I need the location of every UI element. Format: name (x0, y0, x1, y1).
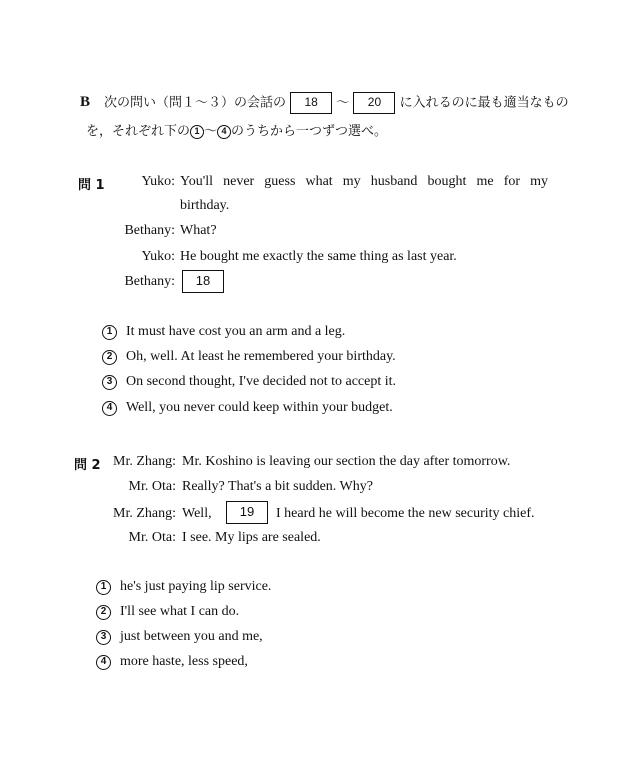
q2-line-4: I see. My lips are sealed. (182, 530, 321, 545)
q2-option-3: just between you and me, (120, 629, 263, 644)
answer-box-20: 20 (353, 92, 395, 114)
answer-box-18: 18 (290, 92, 332, 114)
q1-line-1-cont: birthday. (180, 198, 230, 213)
instruction-text-4: のうちから一つずつ選べ。 (231, 124, 388, 139)
question-2-label: 問 2 (74, 458, 101, 473)
circle-number-4-icon: 4 (217, 125, 231, 139)
q1-option-1: It must have cost you an arm and a leg. (126, 324, 346, 339)
question-1-label: 問 1 (78, 178, 105, 193)
q2-option-1: he's just paying lip service. (120, 579, 272, 594)
q1-speaker-bethany-2: Bethany: (124, 274, 175, 289)
section-letter: B (80, 94, 91, 110)
q1-option-4: Well, you never could keep within your budget. (126, 400, 393, 415)
q2-option-2: I'll see what I can do. (120, 604, 240, 619)
q1-speaker-yuko: Yuko: (141, 174, 175, 189)
q1-option-3: On second thought, I've decided not to accept it. (126, 374, 396, 389)
q1-speaker-bethany: Bethany: (124, 223, 175, 238)
q2-speaker-zhang: Mr. Zhang: (113, 454, 176, 469)
q1-option-2: Oh, well. At least he remembered your birthday. (126, 349, 396, 364)
q2-speaker-zhang-2: Mr. Zhang: (113, 506, 176, 521)
q2-line-1: Mr. Koshino is leaving our section the day after tomorrow. (182, 454, 511, 469)
instruction-line-2 (86, 122, 387, 142)
option-2-icon: 2 (96, 605, 111, 620)
q2-line-2: Really? That's a bit sudden. Why? (182, 479, 373, 494)
option-3-icon: 3 (96, 630, 111, 645)
instruction-text-3: を，それぞれ下の (86, 124, 191, 139)
blank-box-19: 19 (226, 501, 268, 524)
q1-line-1: You'll never guess what my husband bought me for my (180, 174, 548, 189)
instruction-tilde: ～ (336, 95, 350, 111)
q1-speaker-yuko-2: Yuko: (141, 249, 175, 264)
instruction-text-1: 次の問い（問１～３）の会話の (104, 95, 287, 111)
q2-line-3-before: Well, (182, 506, 212, 521)
blank-box-18: 18 (182, 270, 224, 293)
q1-line-2: What? (180, 223, 217, 238)
q1-line-3: He bought me exactly the same thing as last year. (180, 249, 457, 264)
option-3-icon: 3 (102, 375, 117, 390)
option-4-icon: 4 (102, 401, 117, 416)
q2-line-3-after: I heard he will become the new security chief. (276, 506, 535, 521)
q2-option-4: more haste, less speed, (120, 654, 248, 669)
option-1-icon: 1 (102, 325, 117, 340)
option-4-icon: 4 (96, 655, 111, 670)
instruction-line-1 (104, 92, 569, 115)
q2-speaker-ota: Mr. Ota: (128, 479, 176, 494)
q2-speaker-ota-2: Mr. Ota: (128, 530, 176, 545)
option-2-icon: 2 (102, 350, 117, 365)
circle-number-1-icon: 1 (190, 125, 204, 139)
option-1-icon: 1 (96, 580, 111, 595)
instruction-tilde-2: ～ (204, 124, 218, 139)
instruction-text-2: に入れるのに最も適当なもの (399, 95, 569, 111)
